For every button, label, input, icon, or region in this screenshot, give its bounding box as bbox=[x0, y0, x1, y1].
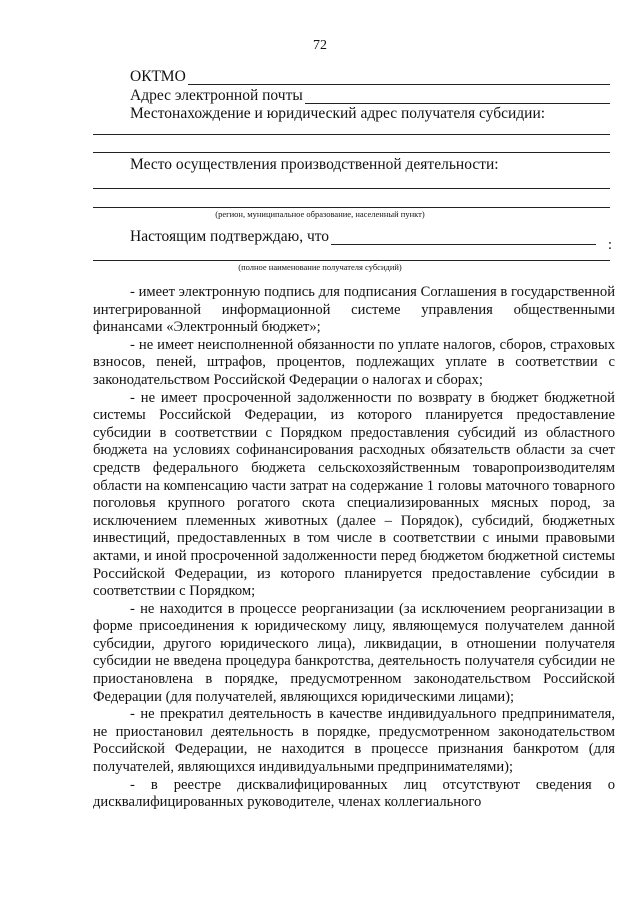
confirm-label: Настоящим подтверждаю, что bbox=[130, 228, 330, 245]
paragraph-not-ceased-activity: - не прекратил деятельность в качестве индивидуального предпринимателя, не приостановил деятельность в порядке, предусмотренном законодательством Российской Федерации, не находится в процессе признания банкротом (для получателей, являющихся индивидуальными предпринимателями); bbox=[93, 706, 615, 776]
production-line-2 bbox=[93, 207, 610, 208]
paragraph-disqualified-registry: - в реестре дисквалифицированных лиц отсутствуют сведения о дисквалифицированных руководителе, членах коллегиального bbox=[93, 776, 615, 811]
confirm-row bbox=[130, 228, 610, 245]
oktmo-row bbox=[130, 68, 610, 85]
production-label: Место осуществления производственной деятельности: bbox=[130, 156, 499, 173]
production-line-1 bbox=[93, 188, 610, 189]
paragraph-no-overdue-debt: - не имеет просроченной задолженности по возврату в бюджет бюджетной системы Российской Федерации, из которого планируется предоставление субсидии в соответствии с Порядком предоставления субсидий из областного бюджета на условиях софинансирования расходных обязательств области за счет средств федерального бюджета сельскохозяйственным товаропроизводителям области на компенсацию части затрат на содержание 1 головы маточного товарного поголовья крупного рогатого скота специализированных мясных пород, за исключением племенных животных (далее – Порядок), субсидий, бюджетных инвестиций, предоставленных в том числе в соответствии с иными правовыми актами, и иной просроченной задолженности перед бюджетом бюджетной системы Российской Федерации, из которого планируется предоставление субсидии в соответствии с Порядком; bbox=[93, 389, 615, 600]
address-line-1 bbox=[93, 134, 610, 135]
trailing-colon: : bbox=[607, 237, 612, 253]
email-row bbox=[130, 87, 610, 104]
confirmation-body bbox=[93, 284, 615, 812]
address-line-2 bbox=[93, 152, 610, 153]
page-number: 72 bbox=[313, 38, 327, 53]
confirm-blank bbox=[331, 229, 596, 245]
address-label: Местонахождение и юридический адрес получателя субсидии: bbox=[130, 105, 546, 122]
address-row bbox=[130, 105, 610, 122]
email-blank bbox=[305, 88, 610, 104]
paragraph-no-tax-debt: - не имеет неисполненной обязанности по уплате налогов, сборов, страховых взносов, пеней, штрафов, процентов, подлежащих уплате в соответствии с законодательством Российской Федерации о налогах и сборах; bbox=[93, 336, 615, 388]
recipient-name-line bbox=[93, 260, 610, 261]
oktmo-blank bbox=[188, 69, 610, 85]
email-label: Адрес электронной почты bbox=[130, 87, 303, 104]
production-row bbox=[130, 156, 610, 173]
production-caption: (регион, муниципальное образование, населенный пункт) bbox=[215, 209, 425, 219]
paragraph-no-reorganization: - не находится в процессе реорганизации (за исключением реорганизации в форме присоединения к юридическому лицу, являющемуся получателем данной субсидии, другого юридического лица), ликвидации, в отношении получателя субсидии не введена процедура банкротства, деятельность получателя субсидии не приостановлена в порядке, предусмотренном законодательством Российской Федерации (для получателей, являющихся юридическими лицами); bbox=[93, 600, 615, 705]
paragraph-electronic-signature: - имеет электронную подпись для подписания Соглашения в государственной интегрированной информационной системе управления общественными финансами «Электронный бюджет»; bbox=[93, 284, 615, 336]
recipient-caption: (полное наименование получателя субсидий) bbox=[238, 262, 402, 272]
oktmo-label: ОКТМО bbox=[130, 68, 186, 85]
